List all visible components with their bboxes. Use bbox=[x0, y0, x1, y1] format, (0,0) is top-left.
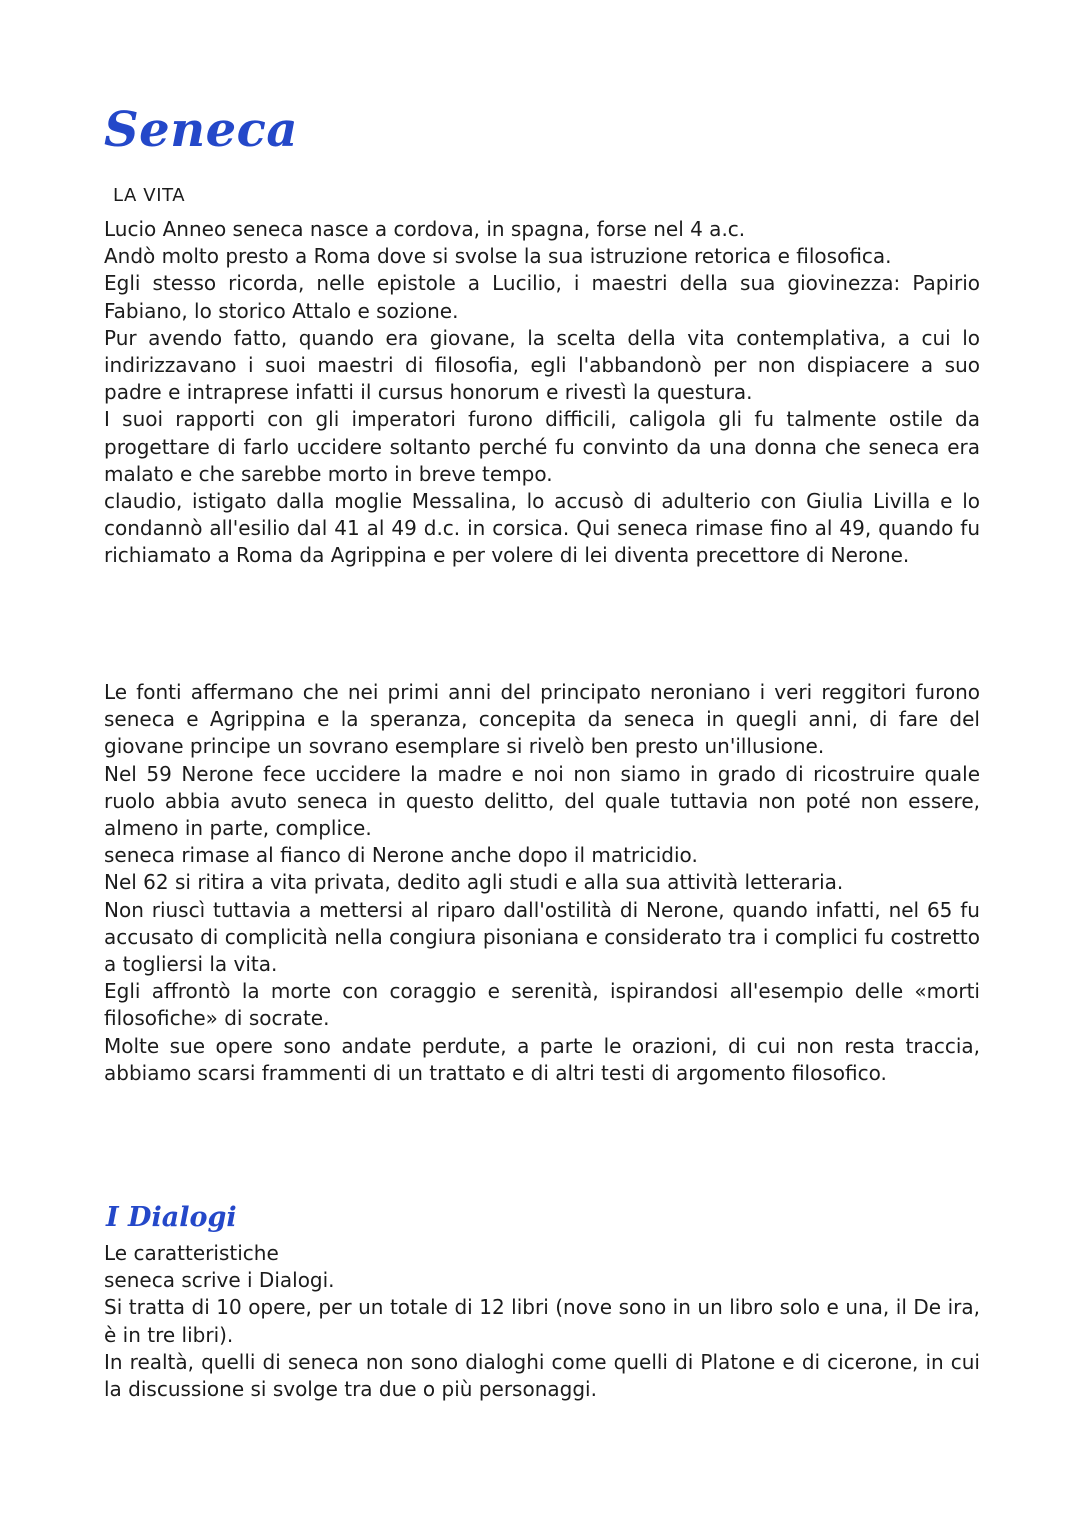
paragraph: Si tratta di 10 opere, per un totale di 12 libri (nove sono in un libro solo e una, il De ira, è in tre libri). bbox=[104, 1295, 980, 1347]
paragraph: seneca rimase al fianco di Nerone anche dopo il matricidio. bbox=[104, 843, 698, 868]
paragraph: Le fonti affermano che nei primi anni del principato neroniano i veri reggitori furono seneca e Agrippina e la speranza, concepita da seneca in quegli anni, di fare del giovane principe un sovrano esemplare si rivelò ben presto un'illusione. bbox=[104, 680, 980, 759]
paragraph: seneca scrive i Dialogi. bbox=[104, 1268, 335, 1293]
paragraph: Lucio Anneo seneca nasce a cordova, in spagna, forse nel 4 a.c. bbox=[104, 217, 746, 241]
document-title: Seneca bbox=[104, 102, 298, 158]
paragraph: Nel 62 si ritira a vita privata, dedito agli studi e alla sua attività letteraria. bbox=[104, 870, 844, 895]
section-label-vita: LA VITA bbox=[113, 185, 186, 206]
paragraph: I suoi rapporti con gli imperatori furono difficili, caligola gli fu talmente ostile da progettare di farlo uccidere soltanto perché fu convinto da una donna che seneca era malato e che sarebbe morto in breve tempo. bbox=[104, 407, 980, 486]
section-vita-body bbox=[104, 216, 980, 570]
paragraph: In realtà, quelli di seneca non sono dialoghi come quelli di Platone e di cicerone, in cui la discussione si svolge tra due o più personaggi. bbox=[104, 1349, 980, 1402]
section-dialogi-body bbox=[104, 1240, 980, 1403]
section-principato-body bbox=[104, 679, 980, 1087]
section-title-dialogi: I Dialogi bbox=[106, 1202, 237, 1233]
paragraph: Andò molto presto a Roma dove si svolse la sua istruzione retorica e filosofica. bbox=[104, 244, 892, 269]
paragraph: Le caratteristiche bbox=[104, 1241, 279, 1265]
paragraph: Non riuscì tuttavia a mettersi al riparo dall'ostilità di Nerone, quando infatti, nel 65 fu accusato di complicità nella congiura pisoniana e considerato tra i complici fu costretto a togliersi la vita. bbox=[104, 897, 980, 977]
paragraph: Molte sue opere sono andate perdute, a parte le orazioni, di cui non resta traccia, abbiamo scarsi frammenti di un trattato e di altri testi di argomento filosofico. bbox=[104, 1033, 980, 1085]
paragraph: Pur avendo fatto, quando era giovane, la scelta della vita contemplativa, a cui lo indirizzavano i suoi maestri di filosofia, egli l'abbandonò per non dispiacere a suo padre e intraprese infatti il cursus honorum e rivestì la questura. bbox=[104, 325, 980, 405]
paragraph: Nel 59 Nerone fece uccidere la madre e noi non siamo in grado di ricostruire quale ruolo abbia avuto seneca in questo delitto, del quale tuttavia non poté non essere, almeno in parte, complice. bbox=[104, 761, 980, 841]
paragraph: claudio, istigato dalla moglie Messalina, lo accusò di adulterio con Giulia Livilla e lo condannò all'esilio dal 41 al 49 d.c. in corsica. Qui seneca rimase fino al 49, quando fu richiamato a Roma da Agrippina e per volere di lei diventa precettore di Nerone. bbox=[104, 489, 980, 568]
paragraph: Egli affrontò la morte con coraggio e serenità, ispirandosi all'esempio delle «morti filosofiche» di socrate. bbox=[104, 979, 980, 1031]
paragraph: Egli stesso ricorda, nelle epistole a Lucilio, i maestri della sua giovinezza: Papirio Fabiano, lo storico Attalo e sozione. bbox=[104, 271, 980, 323]
